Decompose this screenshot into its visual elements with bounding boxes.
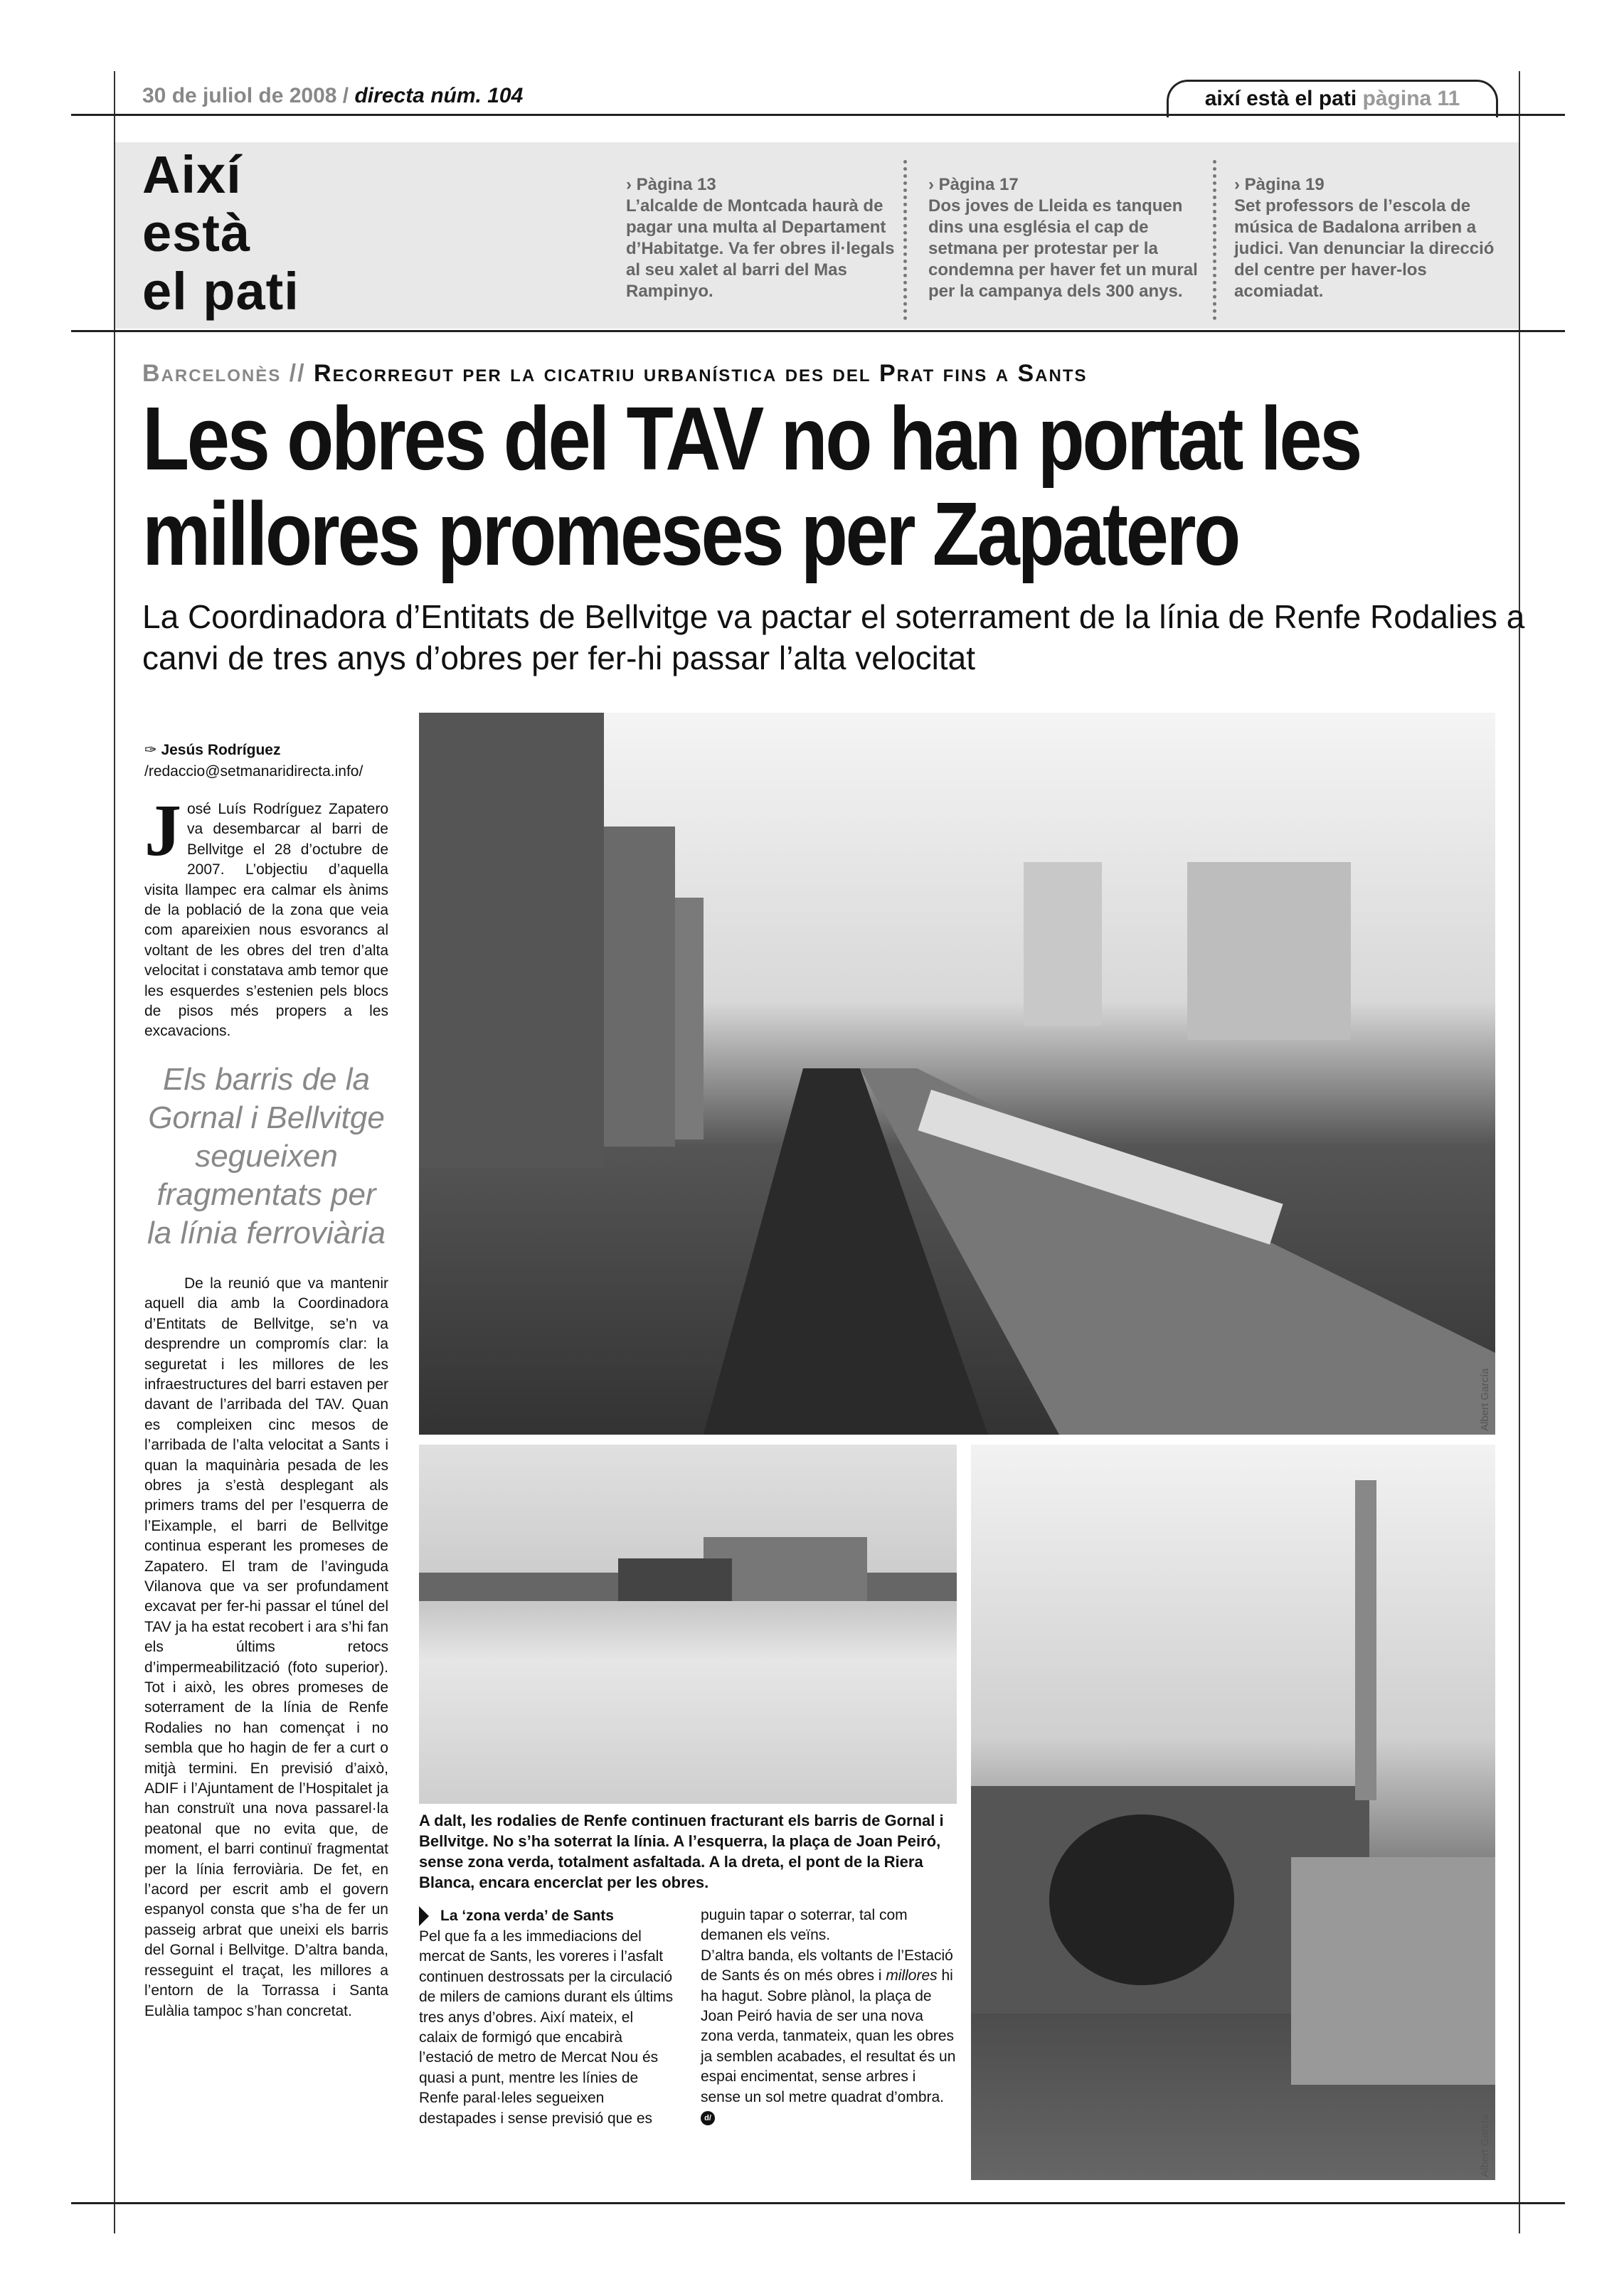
section-title [142,146,299,321]
author-name: Jesús Rodríguez [161,742,281,758]
photo-rail-works [419,713,1495,1435]
photo-illustration [419,1445,957,1804]
section-title-line: el pati [142,262,299,321]
issue-number: directa núm. 104 [354,84,524,107]
header-date [142,84,523,108]
drop-cap: J [144,790,181,871]
teaser-page: › Pàgina 19 [1234,175,1325,194]
section-title-line: Així [142,145,242,204]
photo-placa-joan-peiro [419,1445,957,1804]
author-email[interactable]: /redaccio@setmanaridirecta.info/ [144,763,363,780]
date-text: 30 de juliol de 2008 / [142,84,349,107]
sidebar-title-text: La ‘zona verda’ de Sants [440,1908,614,1924]
page-number: pàgina 11 [1362,87,1460,110]
sidebar [419,1906,957,2129]
section-name: així està el pati [1204,87,1357,110]
body-paragraph: De la reunió que va mantenir aquell dia amb la Coordinadora d’Entitats de Bellvitge, se’n va desprendre un compromís clar: la seguretat i les millores de les infraestructures del barri estaven per davant de l’arribada del TAV. Quan es compleixen cinc mesos de l’arribada de l’alta velocitat a Sants i quan la maquinària pesada de les obres ja s’està desplegant als primers trams del per l’esquerra de l’Eixample, el barri de Bellvitge continua esperant les promeses de Zapatero. El tram de l’avinguda Vilanova que va ser profundament excavat per fer-hi passar el túnel del TAV ja ha estat recobert i ara s’hi fan els últims retocs d’impermeabilització (foto superior). Tot i això, les obres promeses de soterrament de la línia de Renfe Rodalies no han començat i no sembla que ho hagin de fer a curt o mitjà termini. En previsió d’això, ADIF i l’Ajuntament de l’Hospitalet ja han construït una nova passarel·la peatonal que no evita que, de moment, el barri continuï fragmentat per la línia ferroviària. De fet, en l’acord per escrit amb el govern espanyol consta que s’ha de fer un passeig arbrat que uneixi els barris del Gornal i Bellvitge. D’altra banda, resseguint el traçat, les millores a l’entorn de la Torrassa i Santa Eulàlia tampoc s’han concretat. [144,1275,388,2019]
photo-credit: Albert García [1479,1368,1491,1431]
teaser-text: Dos joves de Lleida es tanquen dins una església el cap de setmana per protestar per la condemna per haver fet un mural per la campanya dels 300 anys. [928,196,1198,301]
photo-illustration [419,713,1495,1435]
teaser-text: Set professors de l’escola de música de Badalona arriben a judici. Van denunciar la direcció del centre per haver-los acomiadat. [1234,196,1495,301]
sidebar-paragraph [701,1946,957,2128]
headline-wrapper [142,388,1529,588]
paragraph-text: hi ha hagut. Sobre plànol, la plaça de Joan Peiró havia de ser una nova zona verda, tanmateix, quan les obres ja semblen acabades, el resultat és un espai encimentat, sense arbres i sense un sol metre quadrat d’ombra. [701,1967,956,2105]
kicker-place: Barcelonès // [142,360,306,387]
kicker [142,356,1529,391]
photo-illustration [971,1445,1495,2180]
teaser-divider [903,160,907,320]
end-mark-icon: d/ [701,2111,715,2125]
sidebar-title [419,1906,675,1927]
teaser-divider [1213,160,1216,320]
sidebar-paragraph: Pel que fa a les immediacions del mercat de Sants, les voreres i l’asfalt continuen destrossats per la circulació de milers de camions durant els últims tres anys d’obres. Així mateix, el calaix de formigó que encabirà l’estació de metro de Mercat Nou és quasi a punt, mentre les línies de Renfe paral·leles segueixen destapades i sense previsió que es puguin tapar o soterrar, tal com demanen els veïns. [419,1907,908,2127]
section-rule [71,330,1565,332]
triangle-marker-icon [419,1906,429,1926]
byline [144,740,388,782]
page-tab [1167,80,1498,117]
subheadline: La Coordinadora d’Entitats de Bellvitge va pactar el soterrament de la línia de Renfe Rodalies a canvi de tres anys d’obres per fer-hi passar l’alta velocitat [142,598,1525,676]
photo-pont-riera-blanca [971,1445,1495,2180]
teaser [928,174,1199,302]
pull-quote: Els barris de la Gornal i Bellvitge segueixen fragmentats per la línia ferroviària [147,1061,386,1250]
middle-column [419,1810,957,2129]
pen-icon: ✑ [144,742,161,758]
kicker-topic: Recorregut per la cicatriu urbanística des del Prat fins a Sants [314,360,1088,387]
photo-credit: Albert García [1479,2114,1491,2177]
article-header [142,356,1529,679]
teaser-page: › Pàgina 17 [928,175,1019,194]
footer-rule [71,2202,1565,2204]
paragraph-text: osé Luís Rodríguez Zapatero va desembarcar al barri de Bellvitge el 28 d’octubre de 2007. L’objectiu d’aquella visita llampec era calmar els ànims de la població de la zona que veia com apareixien nous esvorancs al voltant de les obres del tren d’alta velocitat i constatava amb temor que les esquerdes s’estenien pels blocs de pisos més propers a les excavacions. [144,801,388,1040]
teaser [1234,174,1504,302]
teaser-text: L’alcalde de Montcada haurà de pagar una multa al Departament d’Habitatge. Va fer obres il·legals al seu xalet al barri del Mas Rampinyo. [626,196,895,301]
left-column [144,740,388,2021]
teaser-page: › Pàgina 13 [626,175,716,194]
emphasis-text: millores [886,1967,938,1984]
headline: Les obres del TAV no han portat les millores promeses per Zapatero [142,388,1360,584]
section-title-line: està [142,203,251,262]
paragraph-text: D’altra banda, els voltants de l’Estació de Sants és on més obres i [701,1947,953,1984]
frame-left-rule [114,71,115,2233]
body-paragraph [144,790,388,1042]
photo-caption: A dalt, les rodalies de Renfe continuen fracturant els barris de Gornal i Bellvitge. No s’ha soterrat la línia. A l’esquerra, la plaça de Joan Peiró, sense zona verda, totalment asfaltada. A la dreta, el pont de la Riera Blanca, encara encerclat per les obres. [419,1812,944,1891]
teaser [626,174,896,302]
